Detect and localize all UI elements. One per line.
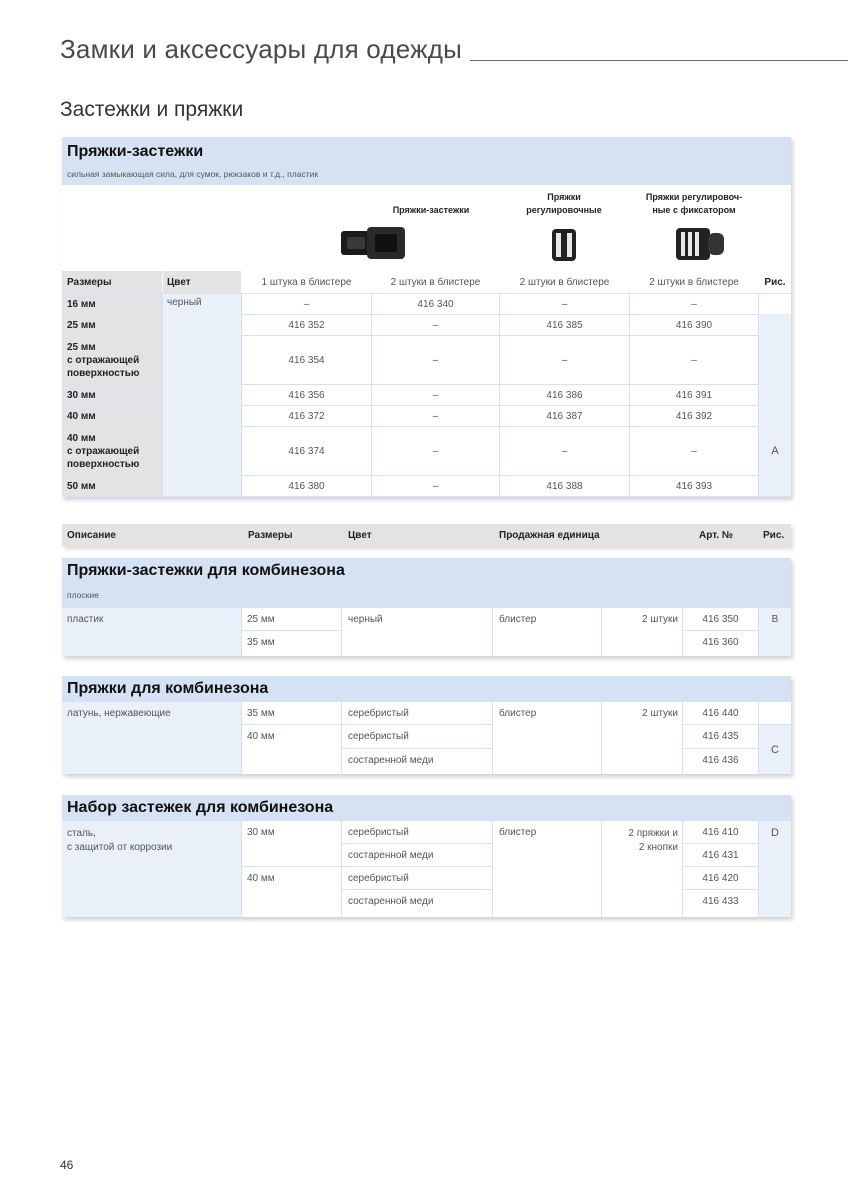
table1-colhead-fig: Рис. <box>759 271 791 293</box>
table1-cell: – <box>303 298 310 310</box>
panel-d-art4: 416 433 <box>683 890 758 917</box>
panel-c-title: Пряжки для комбинезона <box>67 680 269 697</box>
table1-fig-col-top <box>759 294 791 314</box>
panel-d-color4: состаренной меди <box>342 890 492 917</box>
panel-d-desc: сталь, с защитой от коррозии <box>62 821 241 917</box>
page-header-title: Замки и аксессуары для одежды <box>60 34 462 64</box>
panel-c-unit: блистер <box>493 702 601 774</box>
table1-cell: 416 391 <box>675 389 713 401</box>
page-number: 46 <box>60 1158 74 1172</box>
table2-colhead-color: Цвет <box>348 529 372 541</box>
table1-cell: 416 374 <box>288 445 325 457</box>
table1-row-size: 25 мм с отражающей поверхностью <box>62 336 162 384</box>
table1-cell: 416 340 <box>417 298 454 310</box>
table1-row-size: 16 мм <box>62 294 162 314</box>
panel-b-fig: B <box>759 608 791 656</box>
panel-d-art3: 416 420 <box>683 867 758 889</box>
table2-colhead-desc: Описание <box>67 529 116 541</box>
table1-row-size: 25 мм <box>62 315 162 335</box>
panel-d-fig: D <box>759 821 791 917</box>
panel-c-desc: латунь, нержавеющие <box>62 702 241 774</box>
table1-cell: – <box>432 319 439 331</box>
table1-cell: 416 393 <box>675 480 713 492</box>
panel-c-art1: 416 440 <box>683 702 758 724</box>
panel-b-art2: 416 360 <box>683 631 758 656</box>
adjustable-buckle-image <box>550 227 578 263</box>
panel-c-art3: 416 436 <box>683 749 758 774</box>
table1-cell: 416 387 <box>546 410 583 422</box>
panel-c-color1: серебристый <box>342 702 492 724</box>
panel-c-size1: 35 мм <box>242 702 341 724</box>
table1-cell: 416 380 <box>288 480 325 492</box>
panel-b-size2: 35 мм <box>242 631 341 656</box>
table1-cell: 416 390 <box>675 319 713 331</box>
panel-b-qty: 2 штуки <box>602 608 682 656</box>
table1-cell: – <box>691 298 697 310</box>
panel-fastener-set <box>62 795 791 917</box>
table1-group-buckle: Пряжки-застежки <box>392 205 470 215</box>
table1-cell: – <box>561 298 568 310</box>
panel-d-color1: серебристый <box>342 821 492 843</box>
table1-cell: 416 386 <box>546 389 583 401</box>
table1-cell: 416 388 <box>546 480 583 492</box>
adjustable-lock-buckle-image <box>674 225 726 263</box>
panel-d-color2: состаренной меди <box>342 844 492 866</box>
table1-colhead-one-blister: 1 штука в блистере <box>242 271 371 293</box>
table1-subtitle: сильная замыкающая сила, для сумок, рюкзаков и т.д., пластик <box>67 169 319 179</box>
table1-colhead-size: Размеры <box>62 271 162 293</box>
panel-overall-buckles <box>62 558 791 656</box>
panel-b-desc: пластик <box>62 608 241 656</box>
panel-d-title: Набор застежек для комбинезона <box>67 799 334 816</box>
table1-colhead-two-blister-c: 2 штуки в блистере <box>630 271 758 293</box>
table2-colhead-sizes: Размеры <box>248 529 293 541</box>
table1-cell: – <box>432 354 439 366</box>
table1-cell: 416 354 <box>288 354 325 366</box>
table1-colhead-two-blister-b: 2 штуки в блистере <box>500 271 629 293</box>
panel-c-qty: 2 штуки <box>602 702 682 774</box>
side-release-buckle-image <box>339 225 407 261</box>
table1-cell: 416 392 <box>675 410 713 422</box>
table1-cell: – <box>561 354 568 366</box>
table1-cell: 416 372 <box>288 410 325 422</box>
table1-row-size: 40 мм с отражающей поверхностью <box>62 427 162 475</box>
panel-b-size1: 25 мм <box>242 608 341 630</box>
panel-b-title: Пряжки-застежки для комбинезона <box>67 562 345 579</box>
table1-color-cell: черный <box>163 294 241 496</box>
panel-d-color3: серебристый <box>342 867 492 889</box>
panel-d-size2: 40 мм <box>242 867 341 917</box>
table1-cell: – <box>691 354 697 366</box>
panel-b-unit: блистер <box>493 608 601 656</box>
table2-colhead-fig: Рис. <box>763 529 785 541</box>
table1-fig-value: A <box>771 445 779 457</box>
table1-cell: 416 352 <box>288 319 325 331</box>
table1-cell: – <box>432 389 439 401</box>
table1-title: Пряжки-застежки <box>67 143 204 160</box>
panel-b-art1: 416 350 <box>683 608 758 630</box>
table2-header-bar <box>62 524 791 546</box>
panel-d-unit: блистер <box>493 821 601 917</box>
table1-panel <box>62 137 791 497</box>
panel-c-size2: 40 мм <box>242 725 341 774</box>
panel-b-subtitle: плоские <box>67 590 99 600</box>
panel-c-fig: C <box>759 725 791 774</box>
table2-colhead-unit: Продажная единица <box>499 529 600 541</box>
panel-c-art2: 416 435 <box>683 725 758 748</box>
panel-d-qty: 2 пряжки и 2 кнопки <box>602 821 682 917</box>
table1-group-adjustable-lock: Пряжки регулировоч- ные с фиксатором <box>645 192 743 215</box>
table1-cell: – <box>561 445 568 457</box>
table1-cell: – <box>432 445 439 457</box>
panel-overall-clasps <box>62 676 791 774</box>
panel-c-color3: состаренной меди <box>342 749 492 774</box>
section-title: Застежки и пряжки <box>60 98 244 121</box>
table1-cell: – <box>691 445 697 457</box>
table1-row-size: 50 мм <box>62 476 162 496</box>
table2-colhead-art: Арт. № <box>699 529 733 541</box>
panel-c-fig-top <box>759 702 791 724</box>
panel-d-art1: 416 410 <box>683 821 758 843</box>
panel-d-art2: 416 431 <box>683 844 758 866</box>
table1-cell: – <box>432 410 439 422</box>
panel-b-color: черный <box>342 608 492 656</box>
panel-d-size1: 30 мм <box>242 821 341 866</box>
table1-colhead-color: Цвет <box>163 271 241 293</box>
table1-colhead-two-blister: 2 штуки в блистере <box>372 271 499 293</box>
table1-row-size: 40 мм <box>62 406 162 426</box>
table1-cell: – <box>432 480 439 492</box>
header-rule <box>470 60 848 61</box>
table1-cell: 416 385 <box>546 319 583 331</box>
table1-group-adjustable: Пряжки регулировочные <box>526 192 602 215</box>
table1-cell: 416 356 <box>288 389 325 401</box>
panel-c-color2: серебристый <box>342 725 492 748</box>
table1-row-size: 30 мм <box>62 385 162 405</box>
